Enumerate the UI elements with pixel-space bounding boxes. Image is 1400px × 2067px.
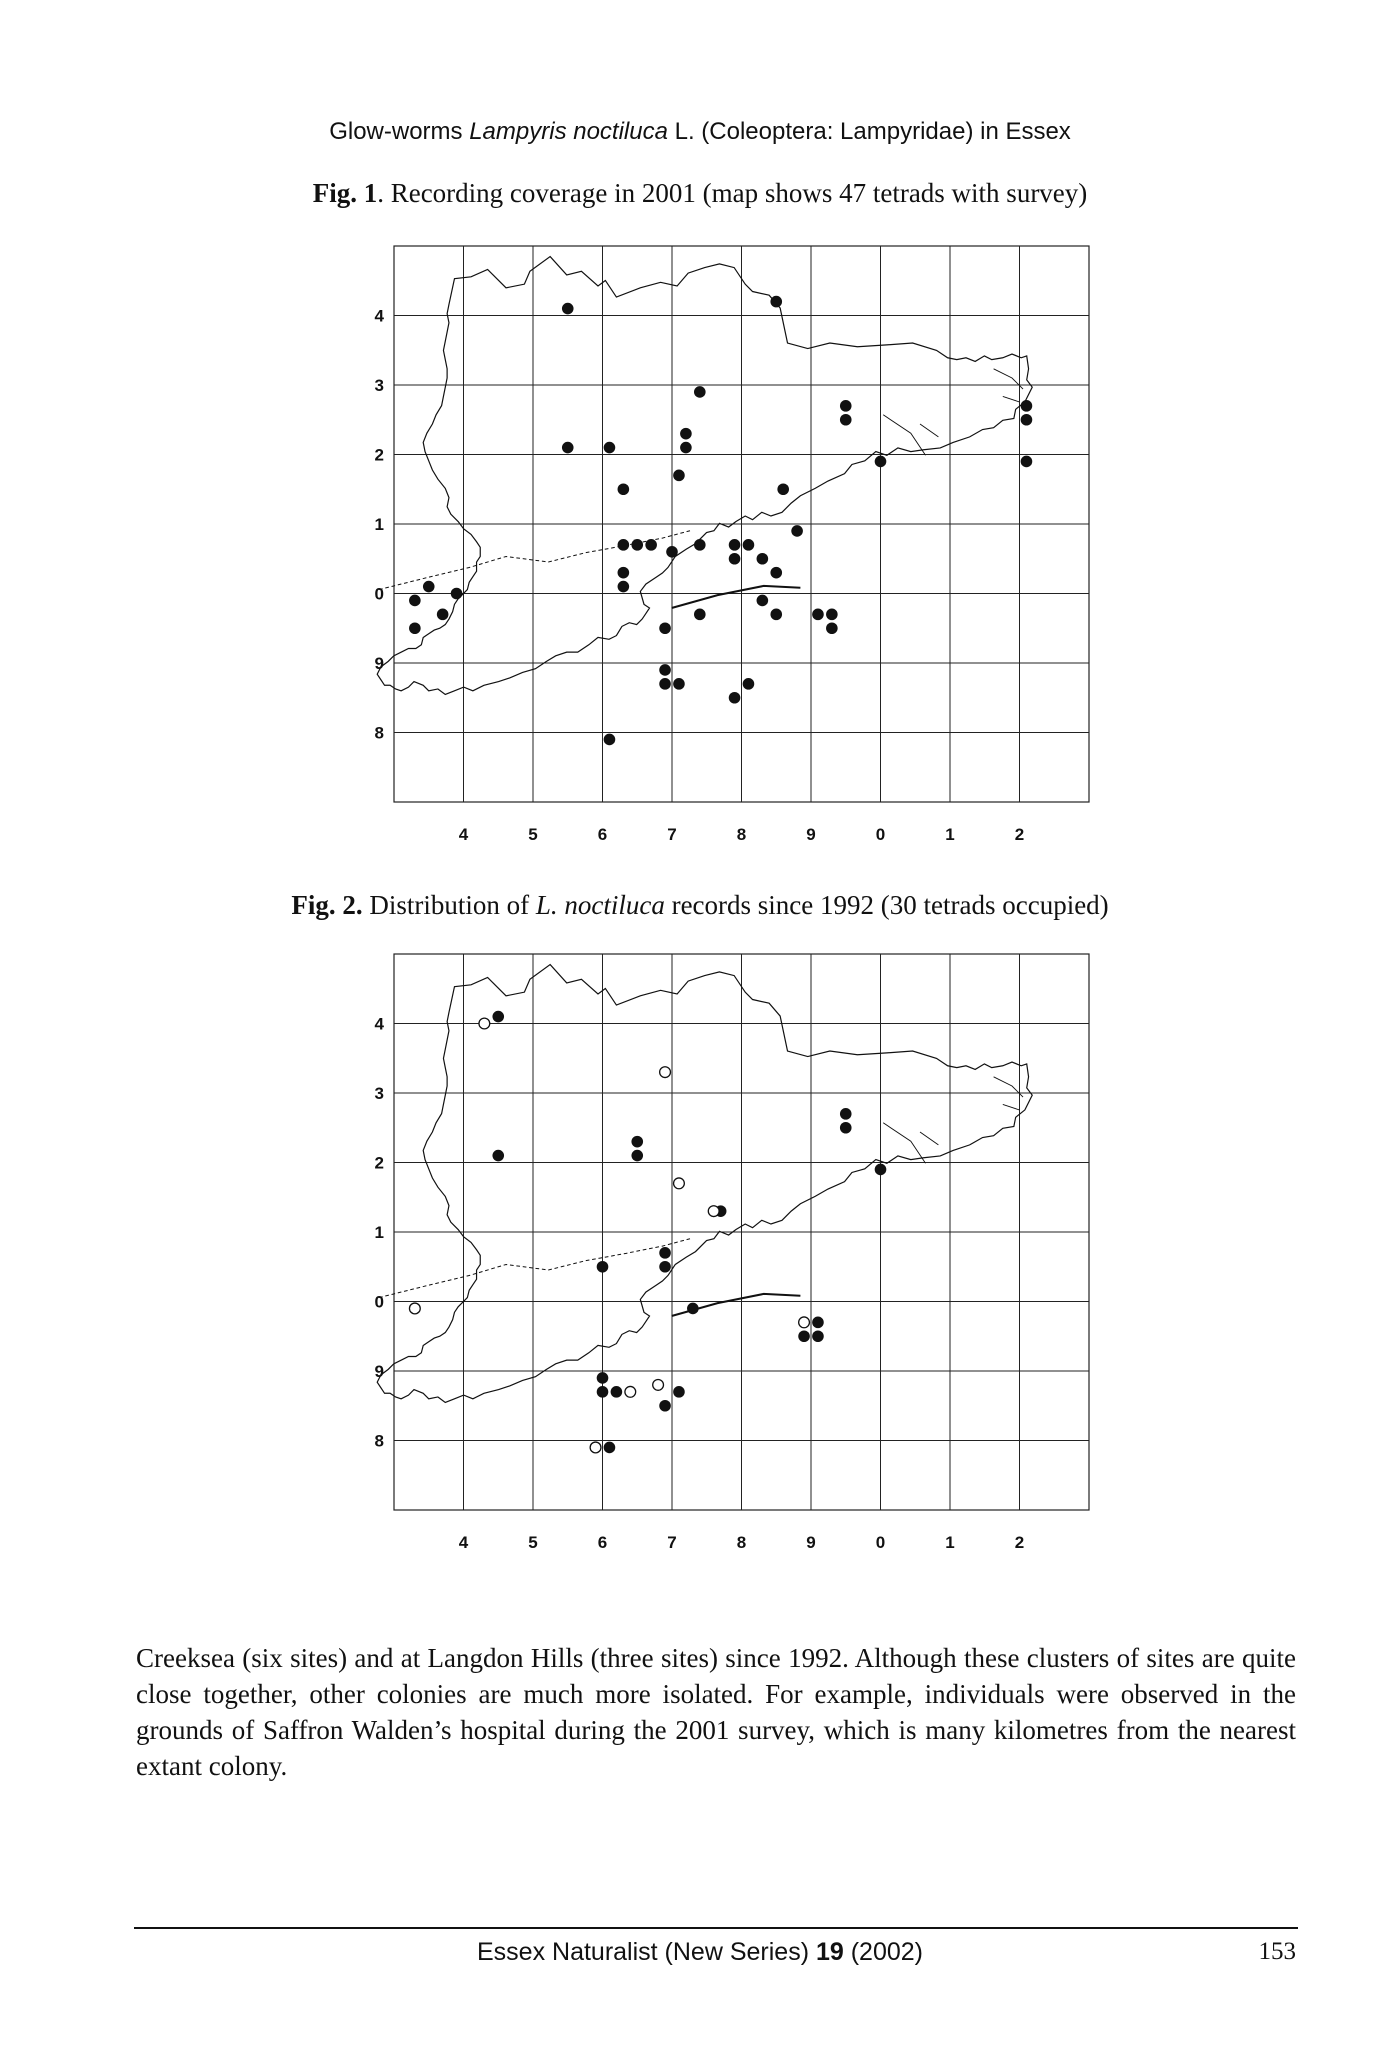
x-tick-label: 0 [875,825,886,844]
record-dot-filled [729,692,741,704]
record-dot-open [625,1386,636,1397]
record-dot-filled [666,546,678,558]
record-dot-filled [791,525,803,537]
record-dot-filled [562,303,574,315]
figure-2-label: Fig. 2. [291,890,363,920]
x-tick-label: 8 [736,825,747,844]
figure-2-map [360,946,1100,1566]
figure-1-caption [0,178,1400,209]
record-dot-filled [409,595,421,607]
x-tick-label: 6 [597,825,608,844]
record-dot-filled [597,1372,609,1384]
x-tick-label: 6 [597,1533,608,1552]
y-tick-label: 8 [374,723,384,743]
record-dot-filled [645,539,657,551]
y-tick-label: 3 [374,376,384,395]
record-dot-filled [597,1386,609,1398]
x-tick-label: 1 [945,825,955,844]
record-dot-filled [659,622,671,634]
record-dot-filled [492,1011,504,1023]
x-tick-label: 9 [806,1533,816,1552]
record-dot-filled [694,609,706,621]
x-tick-label: 5 [528,825,538,844]
record-dot-open [409,1303,420,1314]
y-tick-label: 1 [374,515,384,534]
record-dot-filled [687,1303,699,1315]
x-tick-label: 0 [875,1533,886,1552]
record-dot-filled [659,1400,671,1412]
x-tick-label: 2 [1014,825,1025,844]
figure-1-caption-text: . Recording coverage in 2001 (map shows 47 tetrads with survey) [377,178,1088,208]
record-dot-filled [729,539,741,551]
record-dot-filled [757,595,769,607]
record-dot-filled [694,539,706,551]
y-tick-label: 0 [374,1292,384,1312]
record-dot-filled [826,622,838,634]
y-tick-label: 4 [374,306,384,326]
figure-1-map [360,238,1100,858]
x-tick-label: 4 [458,1533,469,1552]
record-dot-filled [631,1136,643,1148]
record-dot-filled [798,1330,810,1342]
y-tick-label: 8 [374,1431,384,1451]
record-dot-filled [659,664,671,676]
running-head-species: Lampyris noctiluca [469,118,668,145]
record-dot-filled [770,609,782,621]
estuary-line [672,586,801,608]
y-tick-label: 4 [374,1014,384,1034]
record-dot-open [674,1178,685,1189]
figure-1-label: Fig. 1 [312,178,378,208]
record-dot-open [799,1317,810,1328]
dashed-boundary [379,1239,690,1298]
record-dot-filled [757,553,769,565]
y-tick-label: 2 [374,445,384,465]
x-tick-label: 1 [945,1533,955,1552]
record-dot-filled [770,567,782,579]
record-dot-open [653,1380,664,1391]
record-dot-filled [812,609,824,621]
record-dot-open [479,1018,490,1029]
record-dot-filled [840,1108,852,1120]
record-dot-filled [631,539,643,551]
x-tick-label: 4 [458,825,469,844]
body-paragraph: Creeksea (six sites) and at Langdon Hills (three sites) since 1992. Although these clusters of sites are quite close together, other colonies are much more isolated. For example, individuals were observed in the grounds of Saffron Walden’s hospital during the 2001 survey, which is many kilometres from the nearest extant colony. [136,1643,1296,1781]
record-dot-filled [680,428,692,440]
record-dot-filled [812,1330,824,1342]
x-tick-label: 7 [667,1533,677,1552]
county-outline [374,257,1032,695]
record-dot-filled [604,442,616,454]
record-dot-filled [680,442,692,454]
figure-2-caption-text-end: records since 1992 (30 tetrads occupied) [664,890,1109,920]
journal-footer [0,1938,1400,1967]
x-tick-label: 9 [806,825,816,844]
record-dot-filled [631,1150,643,1162]
record-dot-filled [875,1164,887,1176]
record-dot-filled [451,588,463,600]
y-tick-label: 1 [374,1223,384,1242]
record-dot-filled [729,553,741,565]
record-dot-filled [812,1317,824,1329]
record-dot-open [708,1206,719,1217]
record-dot-filled [1021,414,1033,426]
record-dot-filled [604,734,616,746]
record-dot-filled [659,678,671,690]
figure-2-species: L. noctiluca [535,890,665,920]
record-dot-filled [840,1122,852,1134]
record-dot-filled [673,470,685,482]
record-dot-filled [618,581,630,593]
record-dot-filled [826,609,838,621]
county-outline [374,965,1032,1403]
record-dot-filled [743,678,755,690]
x-tick-label: 7 [667,825,677,844]
x-tick-label: 5 [528,1533,538,1552]
record-dot-filled [743,539,755,551]
record-dot-filled [659,1247,671,1259]
record-dot-filled [875,456,887,468]
record-dot-filled [673,1386,685,1398]
journal-name: Essex Naturalist (New Series) [476,1938,816,1966]
figure-2-caption [0,890,1400,921]
record-dot-filled [673,678,685,690]
y-tick-label: 9 [374,1362,384,1381]
record-dot-open [590,1442,601,1453]
record-dot-filled [597,1261,609,1273]
record-dot-filled [777,483,789,495]
record-dot-filled [437,609,449,621]
running-head [0,118,1400,146]
record-dot-filled [840,414,852,426]
dashed-boundary [379,531,690,590]
record-dot-filled [840,400,852,412]
record-dot-filled [618,483,630,495]
record-dot-filled [611,1386,623,1398]
record-dot-filled [423,581,435,593]
record-dot-filled [659,1261,671,1273]
journal-volume: 19 [815,1938,844,1966]
record-dot-filled [1021,400,1033,412]
record-dot-filled [1021,456,1033,468]
y-tick-label: 0 [374,584,384,604]
journal-year: (2002) [843,1938,923,1966]
record-dot-filled [694,386,706,398]
record-dot-filled [618,539,630,551]
running-head-text-end: L. (Coleoptera: Lampyridae) in Essex [667,118,1071,145]
page-number: 153 [1258,1938,1296,1965]
record-dot-open [660,1067,671,1078]
y-tick-label: 2 [374,1153,384,1173]
x-tick-label: 8 [736,1533,747,1552]
record-dot-filled [492,1150,504,1162]
running-head-text: Glow-worms [329,118,470,145]
y-tick-label: 3 [374,1084,384,1103]
record-dot-filled [770,296,782,308]
record-dot-filled [604,1442,616,1454]
x-tick-label: 2 [1014,1533,1025,1552]
record-dot-filled [618,567,630,579]
record-dot-filled [409,622,421,634]
figure-2-caption-text: Distribution of [362,890,536,920]
footer-rule [134,1927,1298,1929]
record-dot-filled [562,442,574,454]
y-tick-label: 9 [374,654,384,673]
